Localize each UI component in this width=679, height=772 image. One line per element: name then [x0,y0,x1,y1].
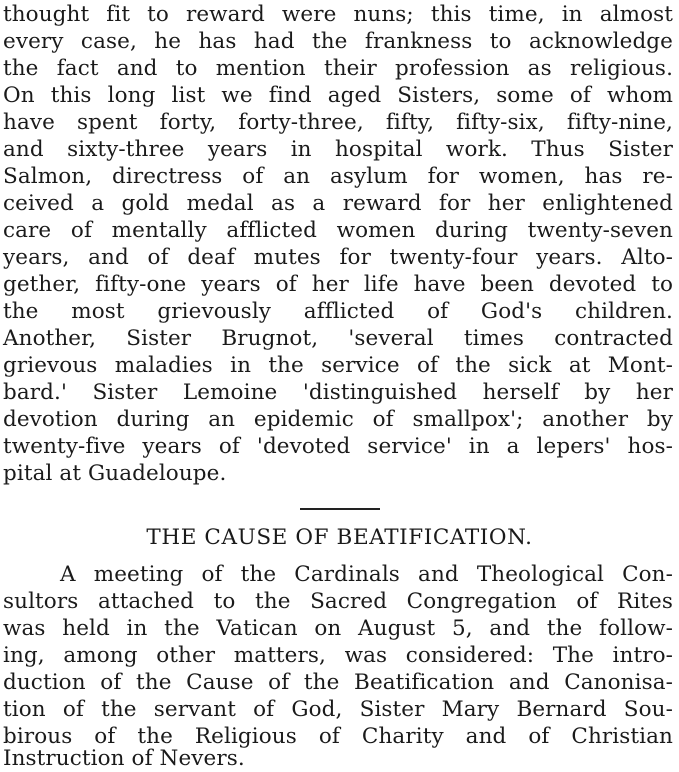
text-line: bard.' Sister Lemoine 'distinguished herself by her [3,380,673,405]
text-line: twenty-five years of 'devoted service' in a lepers' hos- [3,434,673,459]
text-line: Instruction of Nevers. [3,746,245,771]
text-line: pital at Guadeloupe. [3,461,227,486]
text-line: ceived a gold medal as a reward for her enlightened [3,191,673,216]
text-line: A meeting of the Cardinals and Theological Con- [60,562,673,587]
text-line: and sixty-three years in hospital work. Thus Sister [3,137,673,162]
section-divider [300,508,380,510]
text-line: have spent forty, forty-three, fifty, fifty-six, fifty-nine, [3,110,673,135]
text-line: Another, Sister Brugnot, 'several times contracted [3,326,673,351]
text-line: care of mentally afflicted women during twenty-seven [3,218,673,243]
text-line: every case, he has had the frankness to acknowledge [3,29,673,54]
text-line: duction of the Cause of the Beatification and Canonisa- [3,670,673,695]
text-line: tion of the servant of God, Sister Mary Bernard Sou- [3,697,673,722]
section-heading: THE CAUSE OF BEATIFICATION. [146,525,533,550]
text-line: grievous maladies in the service of the sick at Mont- [3,353,673,378]
text-line: thought fit to reward were nuns; this time, in almost [3,2,673,27]
text-line: Salmon, directress of an asylum for women, has re- [3,164,673,189]
text-line: years, and of deaf mutes for twenty-four years. Alto- [3,245,673,270]
text-line: the most grievously afflicted of God's children. [3,299,673,324]
text-line: ing, among other matters, was considered: The intro- [3,643,673,668]
text-line: devotion during an epidemic of smallpox'; another by [3,407,673,432]
text-line: the fact and to mention their profession as religious. [3,56,673,81]
text-line: was held in the Vatican on August 5, and the follow- [3,616,673,641]
text-line: sultors attached to the Sacred Congregation of Rites [3,589,673,614]
text-line: birous of the Religious of Charity and of Christian [3,724,673,749]
text-line: gether, fifty-one years of her life have been devoted to [3,272,673,297]
text-line: On this long list we find aged Sisters, some of whom [3,83,673,108]
